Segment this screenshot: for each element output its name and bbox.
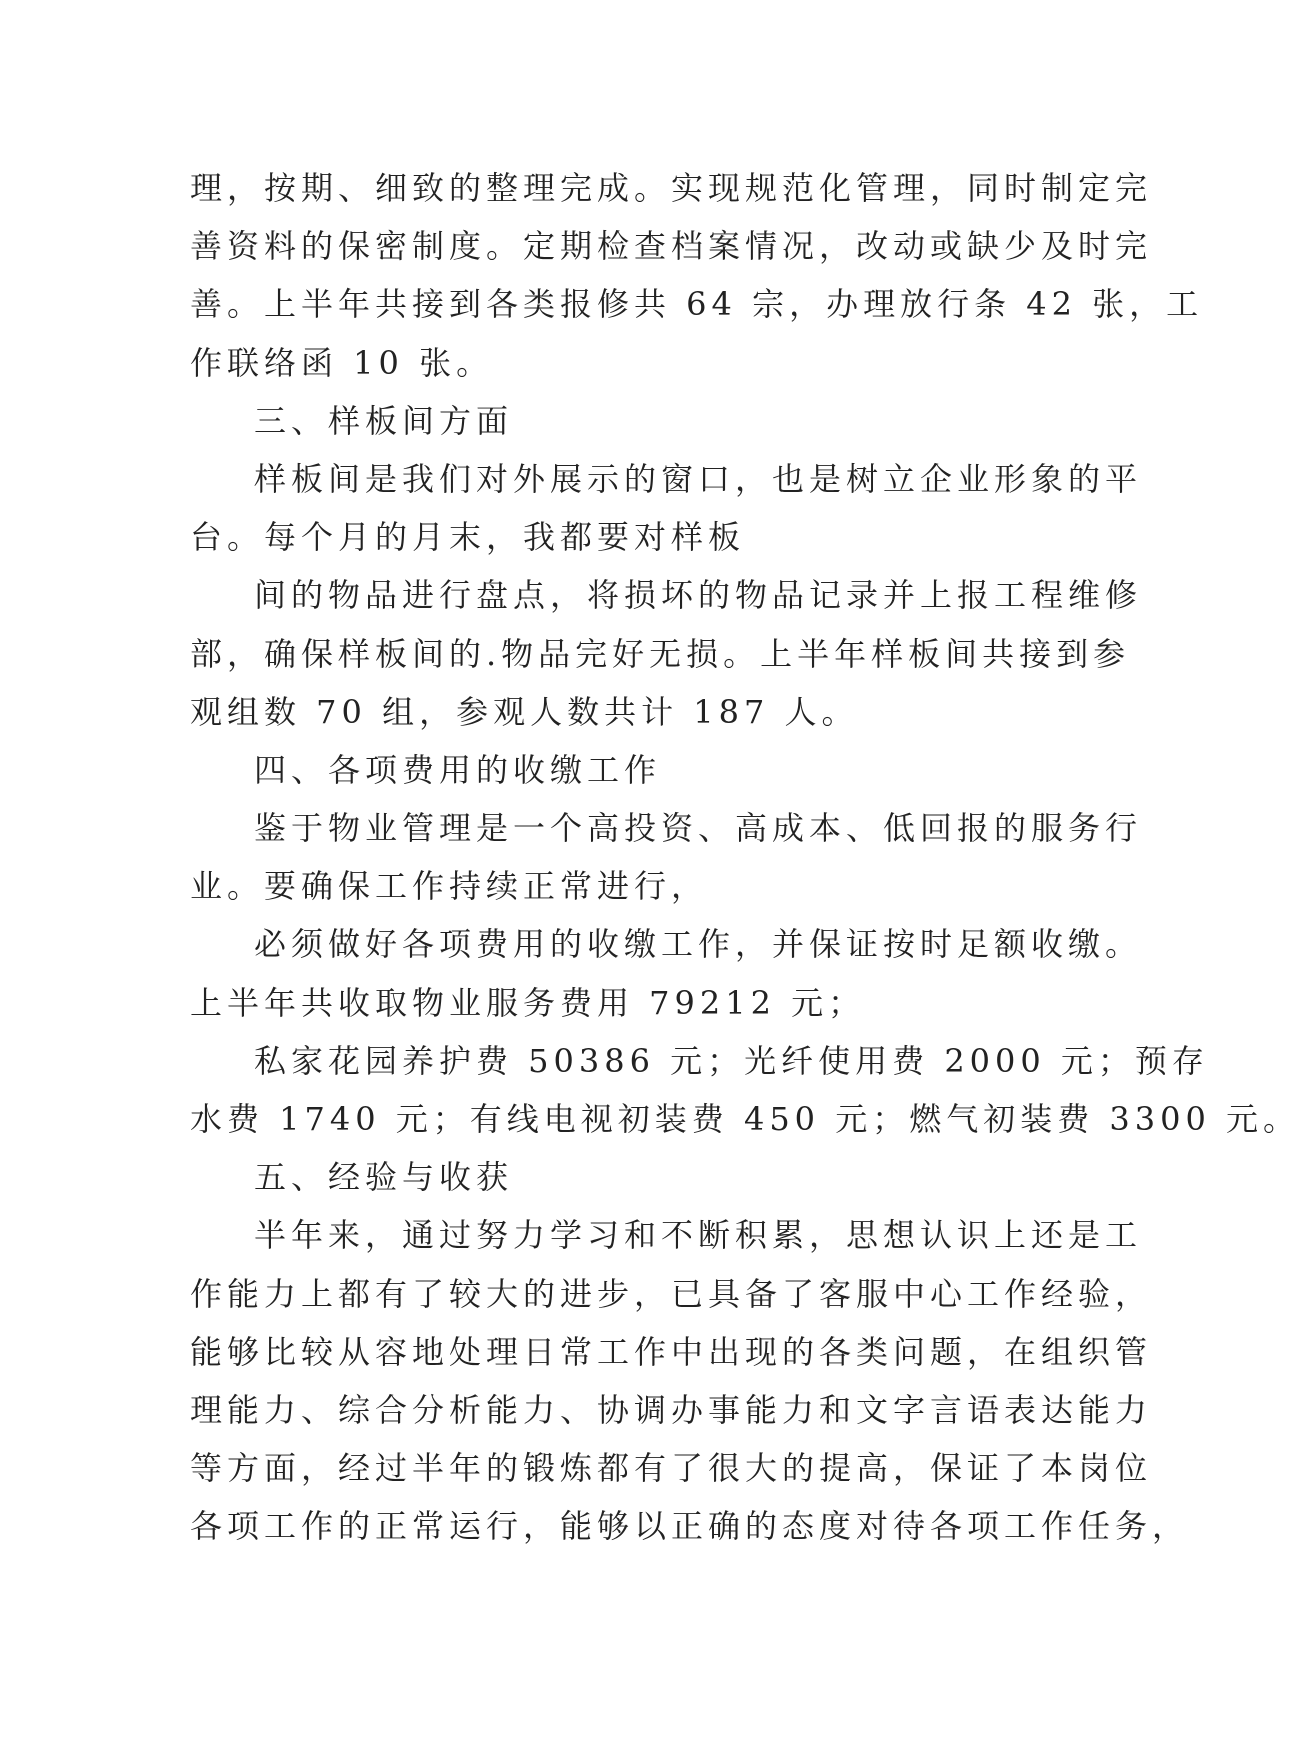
document-page bbox=[190, 159, 1300, 1556]
text-line: 样板间是我们对外展示的窗口，也是树立企业形象的平 bbox=[254, 459, 1143, 498]
text-line: 能够比较从容地处理日常工作中出现的各类问题，在组织管 bbox=[190, 1332, 1153, 1371]
text-line: 理能力、综合分析能力、协调办事能力和文字言语表达能力 bbox=[190, 1390, 1153, 1429]
text-line: 部，确保样板间的.物品完好无损。上半年样板间共接到参 bbox=[190, 634, 1131, 673]
text-line: 作联络函 10 张。 bbox=[190, 343, 494, 382]
text-line: 五、经验与收获 bbox=[254, 1158, 514, 1197]
text-line: 各项工作的正常运行，能够以正确的态度对待各项工作任务， bbox=[190, 1507, 1190, 1546]
text-line: 善。上半年共接到各类报修共 64 宗，办理放行条 42 张，工 bbox=[190, 285, 1204, 324]
text-line: 台。每个月的月末，我都要对样板 bbox=[190, 518, 746, 557]
text-line: 间的物品进行盘点，将损坏的物品记录并上报工程维修 bbox=[254, 576, 1143, 615]
text-line: 必须做好各项费用的收缴工作，并保证按时足额收缴。 bbox=[254, 925, 1143, 964]
text-line: 上半年共收取物业服务费用 79212 元； bbox=[190, 983, 866, 1022]
text-line: 业。要确保工作持续正常进行， bbox=[190, 867, 709, 906]
text-line: 水费 1740 元；有线电视初装费 450 元；燃气初装费 3300 元。 bbox=[190, 1100, 1300, 1138]
text-line: 善资料的保密制度。定期检查档案情况，改动或缺少及时完 bbox=[190, 227, 1153, 266]
text-line: 观组数 70 组，参观人数共计 187 人。 bbox=[190, 692, 859, 731]
text-line: 鉴于物业管理是一个高投资、高成本、低回报的服务行 bbox=[254, 809, 1143, 848]
text-line: 等方面，经过半年的锻炼都有了很大的提高，保证了本岗位 bbox=[190, 1449, 1153, 1488]
text-line: 理，按期、细致的整理完成。实现规范化管理，同时制定完 bbox=[190, 169, 1153, 207]
text-line: 四、各项费用的收缴工作 bbox=[254, 750, 662, 789]
text-line: 半年来，通过努力学习和不断积累，思想认识上还是工 bbox=[254, 1216, 1143, 1255]
text-line: 作能力上都有了较大的进步，已具备了客服中心工作经验， bbox=[190, 1274, 1153, 1313]
text-line: 私家花园养护费 50386 元；光纤使用费 2000 元；预存 bbox=[254, 1041, 1209, 1080]
text-line: 三、样板间方面 bbox=[254, 401, 514, 440]
